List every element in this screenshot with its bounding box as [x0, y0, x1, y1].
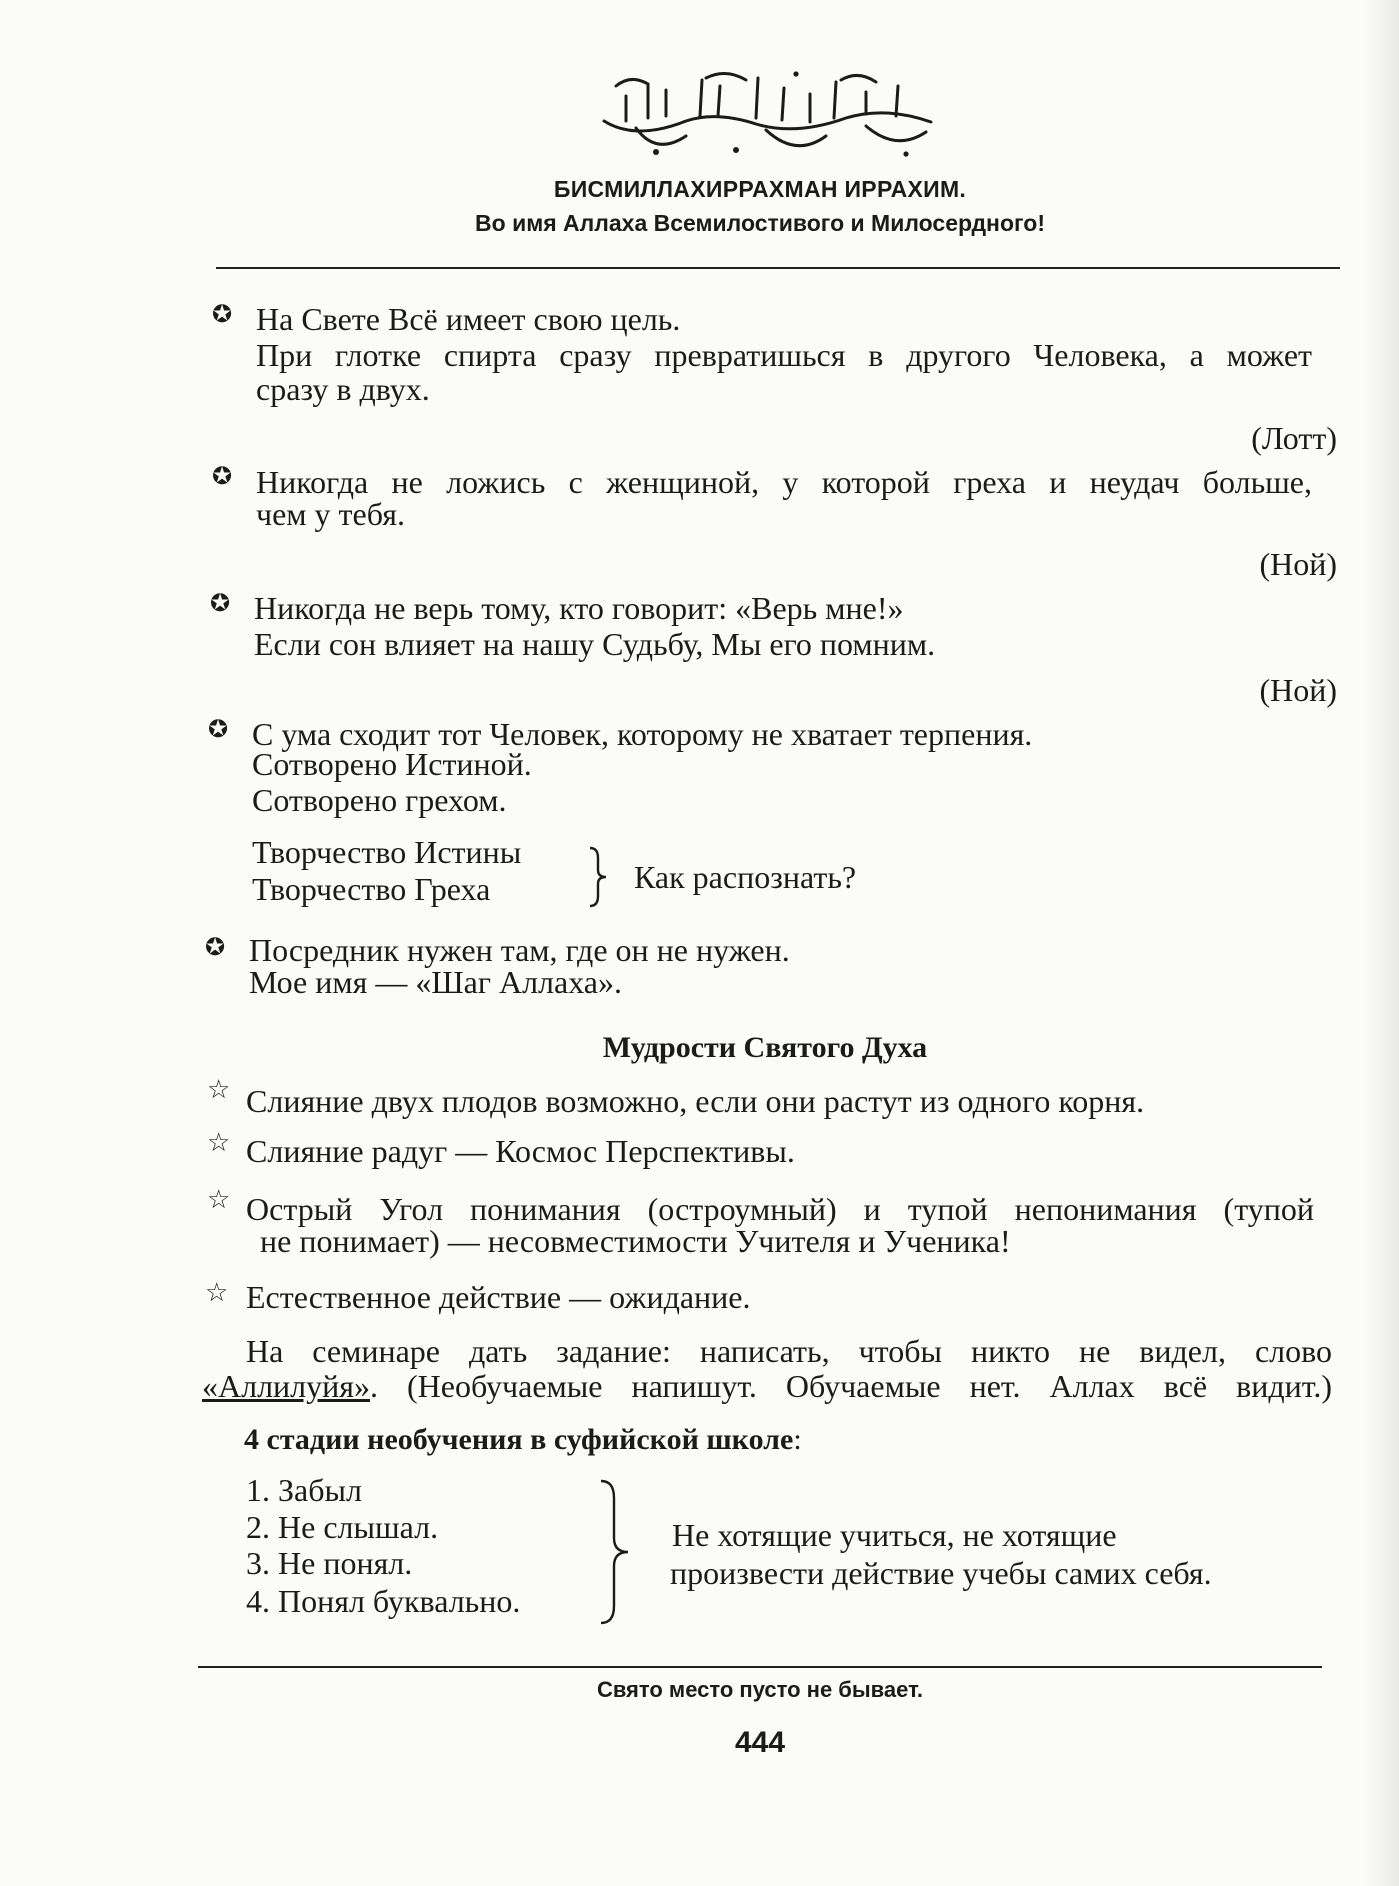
stage-item: 3. Не понял.: [246, 1545, 413, 1581]
stages-heading: [244, 1422, 802, 1458]
flower-bullet-icon: ✪: [208, 717, 229, 743]
saying-line: Посредник нужен там, где он не нужен.: [249, 932, 790, 968]
creativity-item: Творчество Греха: [252, 871, 491, 907]
star-bullet-icon: ☆: [207, 1185, 231, 1214]
stage-item: 4. Понял буквально.: [246, 1583, 521, 1619]
saying-line: При глотке спирта сразу превратишься в другого Человека, а может: [256, 337, 1312, 373]
saying-line: Сотворено Истиной.: [252, 746, 532, 782]
flower-bullet-icon: ✪: [205, 935, 226, 961]
page-number: 444: [734, 1726, 786, 1759]
star-bullet-icon: ☆: [207, 1075, 231, 1104]
saying-line: С ума сходит тот Человек, которому не хватает терпения.: [252, 716, 1033, 752]
stage-item: 1. Забыл: [246, 1472, 362, 1508]
header-divider: [216, 267, 1340, 269]
flower-bullet-icon: ✪: [210, 591, 231, 617]
right-brace-icon: [588, 846, 610, 908]
right-brace-icon: [598, 1478, 632, 1626]
seminar-line: На семинаре дать задание: написать, чтобы никто не видел, слово: [246, 1333, 1332, 1369]
stages-heading-colon: :: [793, 1423, 802, 1456]
wisdom-line: не понимает) — несовместимости Учителя и Ученика!: [260, 1223, 1011, 1259]
stage-item: 2. Не слышал.: [246, 1509, 439, 1545]
saying-line: Мое имя — «Шаг Аллаха».: [249, 964, 622, 1000]
saying-line: сразу в двух.: [256, 371, 430, 407]
page-edge-shadow: [1365, 0, 1399, 1886]
saying-line: Если сон влияет на нашу Судьбу, Мы его помним.: [254, 626, 936, 662]
footer-quote: Свято место пусто не бывает.: [596, 1677, 924, 1702]
seminar-line-rest: . (Необучаемые напишут. Обучаемые нет. Аллах всё видит.): [369, 1368, 1332, 1404]
saying-line: Никогда не ложись с женщиной, у которой греха и неудач больше,: [256, 464, 1312, 500]
wisdom-line: Острый Угол понимания (остроумный) и тупой непонимания (тупой: [246, 1191, 1314, 1227]
saying-line: Никогда не верь тому, кто говорит: «Верь мне!»: [254, 590, 904, 626]
alleluia-word: «Аллилуйя»: [202, 1368, 370, 1404]
stages-heading-text: 4 стадии необучения в суфийской школе: [244, 1423, 794, 1456]
stages-summary: произвести действие учебы самих себя.: [670, 1555, 1212, 1591]
saying-line: чем у тебя.: [256, 496, 405, 532]
bismillah-calligraphy: [596, 66, 942, 166]
creativity-question: Как распознать?: [634, 859, 857, 895]
wisdom-line: Слияние радуг — Космос Перспективы.: [246, 1133, 795, 1169]
star-bullet-icon: ☆: [205, 1278, 229, 1307]
wisdom-line: Естественное действие — ожидание.: [246, 1279, 751, 1315]
bismillah-title: БИСМИЛЛАХИРРАХМАН ИРРАХИМ.: [553, 176, 967, 202]
attribution: (Ной): [1259, 546, 1337, 582]
seminar-line-2: [202, 1368, 1332, 1404]
flower-bullet-icon: ✪: [212, 302, 233, 328]
saying-line: Сотворено грехом.: [252, 782, 507, 818]
flower-bullet-icon: ✪: [212, 464, 233, 490]
wisdom-line: Слияние двух плодов возможно, если они растут из одного корня.: [246, 1083, 1145, 1119]
creativity-item: Творчество Истины: [252, 834, 522, 870]
bismillah-translation: Во имя Аллаха Всемилостивого и Милосердного!: [475, 210, 1045, 236]
star-bullet-icon: ☆: [207, 1128, 231, 1157]
section-heading: Мудрости Святого Духа: [602, 1031, 928, 1064]
stages-summary: Не хотящие учиться, не хотящие: [672, 1517, 1117, 1553]
footer-divider: [198, 1666, 1322, 1668]
attribution: (Ной): [1259, 672, 1337, 708]
saying-line: На Свете Всё имеет свою цель.: [256, 301, 681, 337]
attribution: (Лотт): [1251, 420, 1337, 456]
